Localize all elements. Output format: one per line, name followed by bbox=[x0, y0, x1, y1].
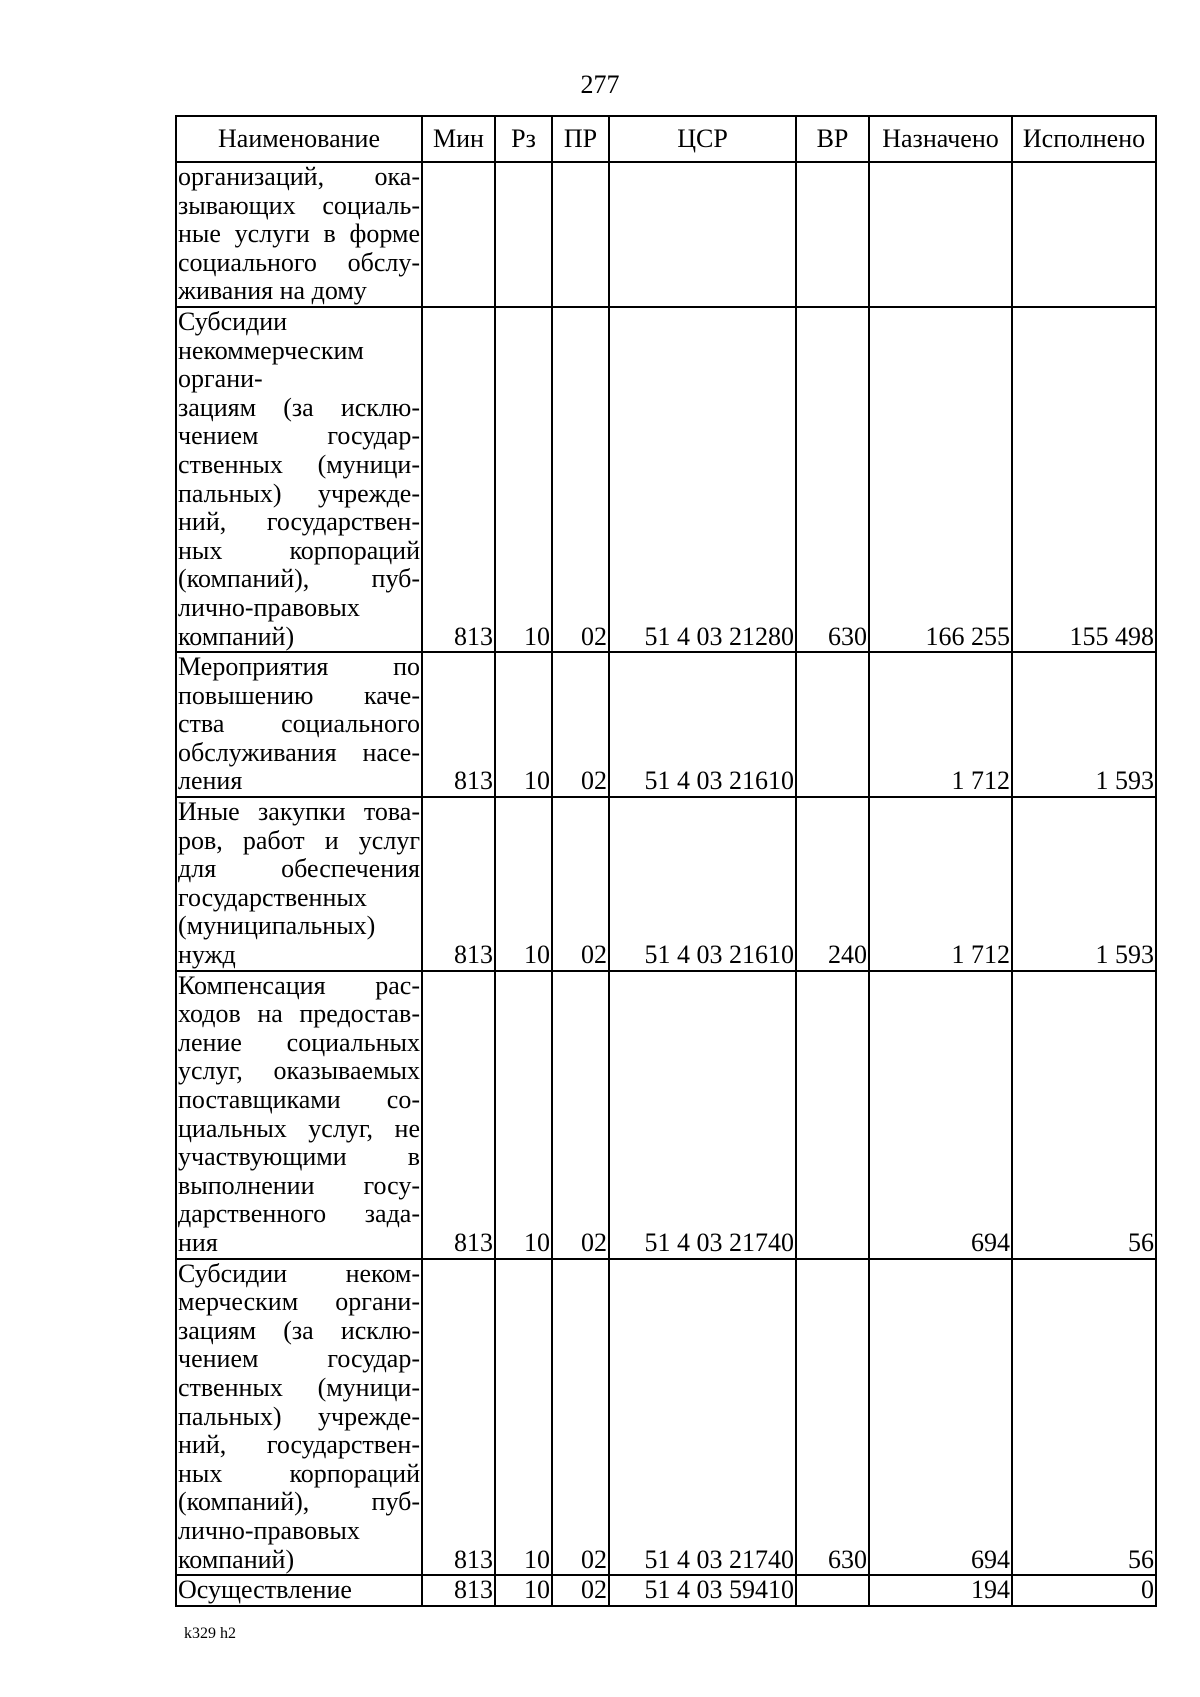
cell-rz: 10 bbox=[495, 797, 552, 971]
table-row bbox=[176, 162, 1156, 307]
header-assigned: Назначено bbox=[869, 116, 1012, 162]
cell-executed: 0 bbox=[1012, 1575, 1156, 1606]
name-line: ных корпораций bbox=[178, 1458, 420, 1488]
cell-name bbox=[176, 162, 422, 307]
name-line: компаний) bbox=[178, 621, 295, 651]
name-line: ства социального bbox=[178, 709, 420, 739]
header-pr: ПР bbox=[552, 116, 609, 162]
table-row bbox=[176, 1259, 1156, 1576]
name-line: компаний) bbox=[178, 1544, 295, 1574]
name-line: лично-правовых bbox=[178, 1515, 360, 1545]
cell-rz: 10 bbox=[495, 1575, 552, 1606]
cell-executed: 56 bbox=[1012, 971, 1156, 1259]
name-line: ственных (муници- bbox=[178, 449, 420, 479]
table-row bbox=[176, 971, 1156, 1259]
name-line: чением государ- bbox=[178, 1344, 420, 1374]
name-line: ление социальных bbox=[178, 1027, 420, 1057]
cell-csr: 51 4 03 21740 bbox=[609, 971, 796, 1259]
table-header-row bbox=[176, 116, 1156, 162]
cell-csr: 51 4 03 21610 bbox=[609, 652, 796, 797]
header-csr: ЦСР bbox=[609, 116, 796, 162]
cell-vr bbox=[796, 1575, 869, 1606]
cell-min: 813 bbox=[422, 652, 495, 797]
header-executed: Исполнено bbox=[1012, 116, 1156, 162]
name-line: ные услуги в форме bbox=[178, 219, 420, 249]
name-line: пальных) учрежде- bbox=[178, 1401, 420, 1431]
cell-executed bbox=[1012, 162, 1156, 307]
name-line: услуг, оказываемых bbox=[178, 1056, 420, 1086]
name-line: государственных bbox=[178, 882, 367, 912]
name-line: живания на дому bbox=[178, 276, 367, 306]
cell-min: 813 bbox=[422, 797, 495, 971]
cell-rz bbox=[495, 162, 552, 307]
cell-csr bbox=[609, 162, 796, 307]
name-line: повышению каче- bbox=[178, 680, 420, 710]
cell-csr: 51 4 03 21740 bbox=[609, 1259, 796, 1576]
name-line: поставщиками со- bbox=[178, 1085, 420, 1114]
cell-assigned: 166 255 bbox=[869, 307, 1012, 652]
header-vr: ВР bbox=[796, 116, 869, 162]
name-line: (муниципальных) bbox=[178, 911, 376, 941]
cell-pr: 02 bbox=[552, 971, 609, 1259]
name-line: чением государ- bbox=[178, 421, 420, 451]
budget-table bbox=[175, 115, 1157, 1607]
cell-min: 813 bbox=[422, 307, 495, 652]
table-body bbox=[176, 162, 1156, 1606]
cell-name bbox=[176, 797, 422, 971]
name-line: Иные закупки това- bbox=[178, 797, 420, 827]
cell-rz: 10 bbox=[495, 307, 552, 652]
name-line: ров, работ и услуг bbox=[178, 825, 420, 855]
cell-assigned: 1 712 bbox=[869, 652, 1012, 797]
cell-min: 813 bbox=[422, 1259, 495, 1576]
name-line: ственных (муници- bbox=[178, 1372, 420, 1402]
header-min: Мин bbox=[422, 116, 495, 162]
name-line: выполнении госу- bbox=[178, 1170, 420, 1200]
cell-vr: 630 bbox=[796, 307, 869, 652]
cell-assigned: 694 bbox=[869, 971, 1012, 1259]
cell-vr bbox=[796, 162, 869, 307]
cell-executed: 56 bbox=[1012, 1259, 1156, 1576]
cell-pr: 02 bbox=[552, 797, 609, 971]
table-row bbox=[176, 652, 1156, 797]
name-line: зациям (за исклю- bbox=[178, 1315, 420, 1345]
cell-pr: 02 bbox=[552, 307, 609, 652]
cell-rz: 10 bbox=[495, 1259, 552, 1576]
name-line: зациям (за исклю- bbox=[178, 392, 420, 422]
name-line: (компаний), пуб- bbox=[178, 564, 420, 594]
name-line: нужд bbox=[178, 940, 236, 970]
cell-csr: 51 4 03 59410 bbox=[609, 1575, 796, 1606]
cell-vr bbox=[796, 652, 869, 797]
cell-executed: 1 593 bbox=[1012, 652, 1156, 797]
name-line: лично-правовых bbox=[178, 592, 360, 622]
cell-min bbox=[422, 162, 495, 307]
name-line: Мероприятия по bbox=[178, 652, 420, 682]
table-row bbox=[176, 1575, 1156, 1606]
name-line: мерческим органи- bbox=[178, 1287, 420, 1317]
name-line: для обеспечения bbox=[178, 854, 420, 884]
name-line: ния bbox=[178, 1227, 218, 1257]
name-line: ходов на предостав- bbox=[178, 999, 420, 1029]
name-line: социального обслу- bbox=[178, 247, 420, 277]
cell-executed: 155 498 bbox=[1012, 307, 1156, 652]
cell-name bbox=[176, 307, 422, 652]
cell-name bbox=[176, 652, 422, 797]
cell-name bbox=[176, 971, 422, 1259]
cell-assigned: 194 bbox=[869, 1575, 1012, 1606]
cell-min: 813 bbox=[422, 971, 495, 1259]
cell-executed: 1 593 bbox=[1012, 797, 1156, 971]
name-line: ления bbox=[178, 766, 243, 796]
name-line: пальных) учрежде- bbox=[178, 478, 420, 508]
cell-assigned: 694 bbox=[869, 1259, 1012, 1576]
name-line: обслуживания насе- bbox=[178, 737, 420, 767]
name-line: зывающих социаль- bbox=[178, 190, 420, 220]
name-line: ных корпораций bbox=[178, 535, 420, 565]
name-line: Компенсация рас- bbox=[178, 970, 420, 1000]
cell-pr: 02 bbox=[552, 652, 609, 797]
name-line: участвующими в bbox=[178, 1142, 420, 1172]
cell-min: 813 bbox=[422, 1575, 495, 1606]
cell-vr: 240 bbox=[796, 797, 869, 971]
cell-assigned bbox=[869, 162, 1012, 307]
cell-rz: 10 bbox=[495, 652, 552, 797]
header-rz: Рз bbox=[495, 116, 552, 162]
cell-name bbox=[176, 1259, 422, 1576]
cell-csr: 51 4 03 21280 bbox=[609, 307, 796, 652]
name-line: ний, государствен- bbox=[178, 507, 420, 537]
name-line: ний, государствен- bbox=[178, 1430, 420, 1460]
name-line: Субсидии некоммерческим органи- bbox=[178, 306, 364, 394]
cell-vr bbox=[796, 971, 869, 1259]
footer-code: k329 h2 bbox=[184, 1625, 236, 1642]
cell-name bbox=[176, 1575, 422, 1606]
cell-vr: 630 bbox=[796, 1259, 869, 1576]
cell-rz: 10 bbox=[495, 971, 552, 1259]
name-line: дарственного зада- bbox=[178, 1199, 420, 1229]
cell-csr: 51 4 03 21610 bbox=[609, 797, 796, 971]
page-number: 277 bbox=[580, 70, 620, 99]
name-line: организаций, ока- bbox=[178, 162, 420, 191]
table-row bbox=[176, 307, 1156, 652]
header-name: Наименование bbox=[176, 116, 422, 162]
cell-pr: 02 bbox=[552, 1575, 609, 1606]
cell-pr bbox=[552, 162, 609, 307]
name-line: циальных услуг, не bbox=[178, 1113, 420, 1143]
cell-assigned: 1 712 bbox=[869, 797, 1012, 971]
name-line: Осуществление bbox=[178, 1575, 352, 1605]
name-line: Субсидии неком- bbox=[178, 1258, 420, 1288]
table-row bbox=[176, 797, 1156, 971]
name-line: (компаний), пуб- bbox=[178, 1487, 420, 1517]
cell-pr: 02 bbox=[552, 1259, 609, 1576]
